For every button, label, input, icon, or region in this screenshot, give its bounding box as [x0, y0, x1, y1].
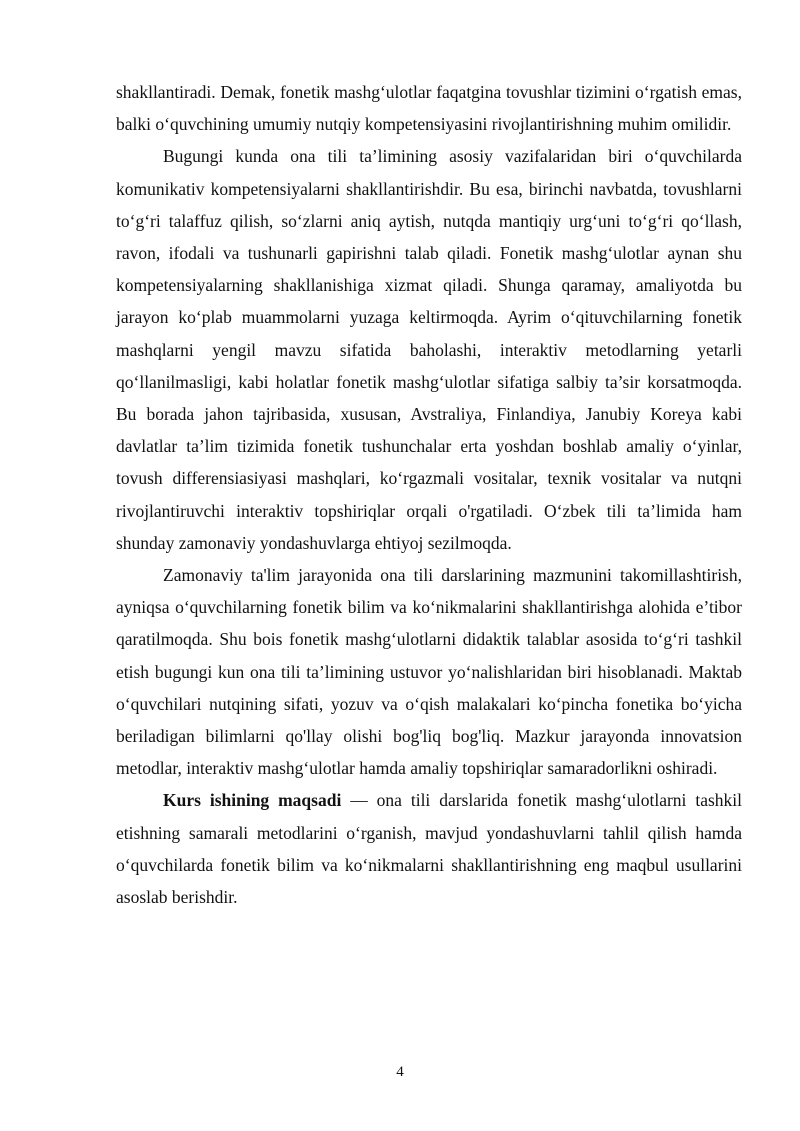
paragraph-modern-education: Zamonaviy ta'lim jarayonida ona tili darslarining mazmunini takomillashtirish, ayniqsa o‘quvchilarning fonetik bilim va ko‘nikmalarini shakllantirishga alohida e’tibor qaratilmoqda. Shu bois fonetik mashg‘ulotlarni didaktik talablar asosida to‘g‘ri tashkil etish bugungi kun ona tili ta’limining ustuvor yo‘nalishlaridan biri hisoblanadi. Maktab o‘quvchilari nutqining sifati, yozuv va o‘qish malakalari ko‘pincha fonetika bo‘yicha beriladigan bilimlarni qo'llay olishi bog'liq bog'liq. Mazkur jarayonda innovatsion metodlar, interaktiv mashg‘ulotlar hamda amaliy topshiriqlar samaradorlikni oshiradi. — [116, 565, 742, 779]
paragraph-communicative-competence: Bugungi kunda ona tili ta’limining asosiy vazifalaridan biri o‘quvchilarda komunikativ kompetensiyalarni shakllantirishdir. Bu esa, birinchi navbatda, tovushlarni to‘g‘ri talaffuz qilish, so‘zlarni aniq aytish, nutqda mantiqiy urg‘uni to‘g‘ri qo‘llash, ravon, ifodali va tushunarli gapirishni talab qiladi. Fonetik mashg‘ulotlar aynan shu kompetensiyalarning shakllanishiga xizmat qiladi. Shunga qaramay, amaliyotda bu jarayon ko‘plab muammolarni yuzaga keltirmoqda. Ayrim o‘qituvchilarning fonetik mashqlarni yengil mavzu sifatida baholashi, interaktiv metodlarning yetarli qo‘llanilmasligi, kabi holatlar fonetik mashg‘ulotlar sifatiga salbiy ta’sir korsatmoqda. Bu borada jahon tajribasida, xususan, Avstraliya, Finlandiya, Janubiy Koreya kabi davlatlar ta’lim tizimida fonetik tushunchalar erta yoshdan boshlab amaliy o‘yinlar, tovush differensiasiyasi mashqlari, ko‘rgazmali vositalar, texnik vositalar va nutqni rivojlantiruvchi interaktiv topshiriqlar orqali o'rgatiladi. O‘zbek tili ta’limida ham shunday zamonaviy yondashuvlarga ehtiyoj sezilmoqda. — [116, 146, 742, 553]
paragraph-continuation: shakllantiradi. Demak, fonetik mashg‘ulotlar faqatgina tovushlar tizimini o‘rgatish emas, balki o‘quvchining umumiy nutqiy kompetensiyasini rivojlantirishning muhim omilidir. — [116, 82, 742, 135]
course-goal-heading: Kurs ishining maqsadi — [163, 790, 342, 811]
page-number: 4 — [396, 1064, 404, 1080]
document-page — [116, 76, 742, 913]
course-goal-text: — ona tili darslarida fonetik mashg‘ulotlarni tashkil etishning samarali metodlarini o‘rganish, mavjud yondashuvlarni tahlil qilish hamda o‘quvchilarda fonetik bilim va ko‘nikmalarni shakllantirishning eng maqbul usullarini asoslab berishdir. — [116, 790, 742, 908]
paragraph-course-goal — [116, 784, 742, 913]
